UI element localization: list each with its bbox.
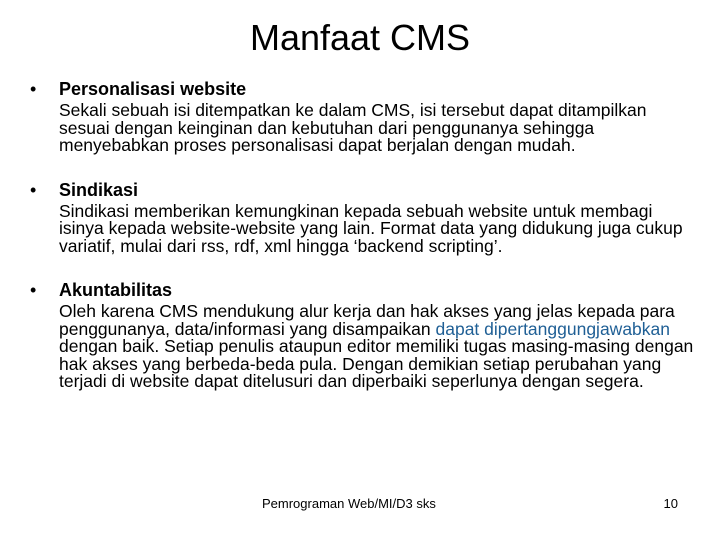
highlighted-link-text[interactable]: dapat dipertanggungjawabkan <box>435 318 670 339</box>
bullet-heading: Sindikasi <box>59 179 139 200</box>
bullet-icon: • <box>30 79 37 99</box>
body-text-after-link: dengan baik. Setiap penulis ataupun editor memiliki tugas masing-masing dengan hak akses yang berbeda-beda pula. Dengan demikian setiap perubahan yang terjadi di website dapat ditelusuri dan diperbaiki seperlunya dengan segera. <box>59 336 694 391</box>
bullet-body <box>59 303 700 391</box>
bullet-item-akuntabilitas <box>30 279 700 391</box>
bullet-heading: Akuntabilitas <box>59 280 173 300</box>
bullet-body: Sekali sebuah isi ditempatkan ke dalam CMS, isi tersebut dapat ditampilkan sesuai dengan keinginan dan kebutuhan dari penggunanya sehingga menyebabkan proses personalisasi dapat berjalan dengan mudah. <box>59 100 647 155</box>
footer-text: Pemrograman Web/MI/D3 sks <box>262 496 436 511</box>
bullet-icon: • <box>30 280 37 300</box>
bullet-heading: Personalisasi website <box>59 79 247 99</box>
page-number: 10 <box>663 496 678 511</box>
body-text-before-link: Oleh karena CMS mendukung alur kerja dan hak akses yang jelas kepada para penggunanya, data/informasi yang disampaikan <box>59 301 675 339</box>
bullet-icon: • <box>30 179 37 200</box>
slide-title: Manfaat CMS <box>249 17 471 58</box>
bullet-body: Sindikasi memberikan kemungkinan kepada sebuah website untuk membagi isinya kepada website-website yang lain. Format data yang didukung juga cukup variatif, mulai dari rss, rdf, xml hingga ‘backend scripting’. <box>59 200 683 256</box>
bullet-list <box>30 78 700 391</box>
bullet-item-personalisasi <box>30 78 700 155</box>
bullet-item-sindikasi <box>30 179 700 256</box>
